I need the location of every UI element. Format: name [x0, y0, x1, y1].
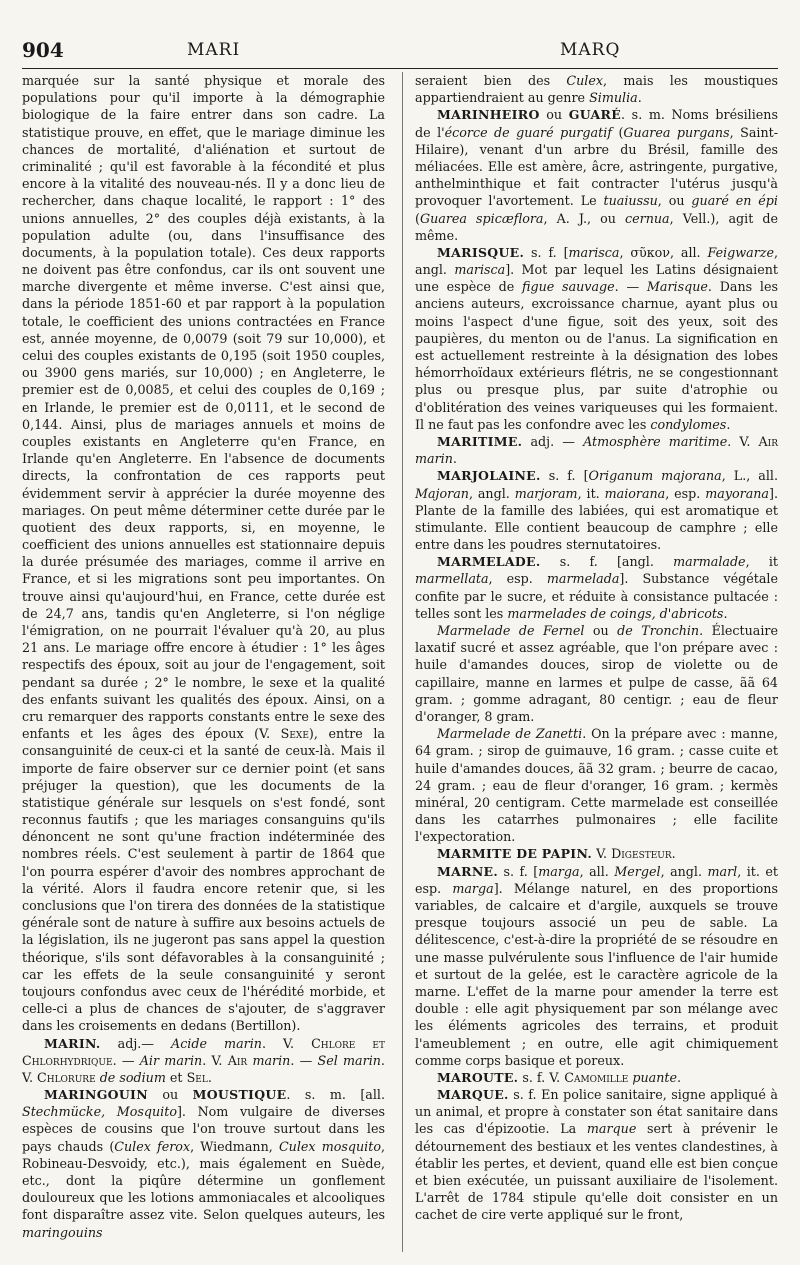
left-running-head: MARI [187, 40, 241, 60]
entry-marinheiro: MARINHEIRO ou GUARÉ. s. m. Noms brésiliens de l'écorce de guaré purgatif (Guarea purgans, Saint-Hilaire), venant d'un arbre du Brésil, famille des méliacées. Elle est amère, âcre, astringente, purgative, anthelminthique et fait contracter l'utérus jusqu'à provoquer l'avortement. Le tuaiussu, ou guaré en épi (Guarea spicæflora, A. J., ou cernua, Vell.), agit de même. [415, 107, 779, 243]
headword-marjolaine: MARJOLAINE. [437, 468, 541, 484]
right-running-head: MARQ [560, 40, 621, 60]
maringouin-continuation: seraient bien des Culex, mais les moustiques appartiendraient au genre Simulia. [415, 73, 778, 106]
entry-maritime: MARITIME. adj. — Atmosphère maritime. V. Air marin. [415, 433, 778, 467]
headword-marne: MARNE. [437, 863, 499, 879]
entry-marmite-de-papin: MARMITE DE PAPIN. V. Digesteur. [437, 846, 676, 862]
headword-marisque: MARISQUE. [437, 244, 525, 260]
entry-marne: MARNE. s. f. [marga, all. Mergel, angl. marl, it. et esp. marga]. Mélange naturel, en des proportions variables, de calcaire et d'argile, auxquels se trouve presque toujours associé un peu de sable. La délitescence, c'est-à-dire la propriété de se résoudre en une masse pulvérulente sous l'influence de l'air humide et surtout de la gelée, est le caractère agricole de la marne. L'effet de la marne pour amender la terre est double : elle agit physiquement par son mélange avec les éléments agricoles des terrains, et produit l'ameublement ; en outre, elle agit chimiquement comme corps basique et poreux. [415, 863, 778, 1068]
entry-marque: MARQUE. s. f. En police sanitaire, signe appliqué à un animal, et propre à constater son état sanitaire dans les cas d'épizootie. La marque sert à prévenir le détournement des bestiaux et les ventes clandestines, à établir les pertes, et devient, quand elle est bien conçue et bien exécutée, un puissant auxiliaire de l'isolement. L'arrêt de 1784 stipule qu'elle doit consister en un cachet de cire verte appliqué sur le front, [415, 1087, 778, 1223]
headword-guare: GUARÉ [568, 107, 622, 123]
headword-moustique: MOUSTIQUE [192, 1087, 287, 1103]
page-number: 904 [22, 38, 64, 62]
left-column [22, 72, 385, 1241]
headword-marque: MARQUE. [437, 1087, 509, 1103]
headword-maringouin: MARINGOUIN [44, 1087, 148, 1103]
subentry-marmelade-fernel: Marmelade de Fernel ou de Tronchin. Électuaire laxatif sucré et assez agréable, que l'on prépare avec : huile d'amandes douces, sirop de violette ou de capillaire, manne en larmes et pulpe de casse, ãã 64 gram. ; gomme adragant, 80 centigr. ; eau de fleur d'oranger, 8 gram. [415, 623, 779, 724]
entry-marin: MARIN. adj.— Acide marin. V. Chlore et Chlorhydrique. — Air marin. V. Air marin. — Sel marin. V. Chlorure de sodium et Sel. [22, 1035, 385, 1085]
right-column [415, 72, 778, 1224]
headword-marinheiro: MARINHEIRO [437, 107, 540, 123]
entry-marisque: MARISQUE. s. f. [marisca, σῦκον, all. Feigwarze, angl. marisca]. Mot par lequel les Latins désignaient une espèce de figue sauvage. — Marisque. Dans les anciens auteurs, excroissance charnue, ayant plus ou moins l'aspect d'une figue, soit des yeux, soit des paupières, du menton ou de l'anus. La signification en est actuellement restreinte à la désignation des lobes hémorrhoïdaux extérieurs flétris, ne se congestionnant plus ou presque plus, par suite d'atrophie ou d'oblitération des veines variqueuses qui les formaient. Il ne faut pas les confondre avec les condylomes. [415, 244, 779, 432]
headword-maritime: MARITIME. [437, 433, 523, 449]
entry-maroute: MAROUTE. s. f. V. Camomille puante. [437, 1069, 682, 1085]
entry-marmelade: MARMELADE. s. f. [angl. marmalade, it marmellata, esp. marmelada]. Substance végétale confite par le sucre, et réduite à consistance pultacée : telles sont les marmelades de coings, d'abricots. [415, 554, 778, 621]
mariage-continuation: marquée sur la santé physique et morale des populations pour qu'il importe à la démographie biologique de la faire entrer dans son cadre. La statistique prouve, en effet, que le mariage diminue les chances de mortalité, d'aliénation et surtout de criminalité ; qu'il est favorable à la fécondité et plus encore à la vitalité des nouveau-nés. Il y a donc lieu de rechercher, dans chaque localité, le rapport : 1° des unions annuelles, 2° des couples déjà existants, à la population adulte (ou, dans l'insuffisance des documents, à la population totale). Ces deux rapports ne doivent pas être confondus, car ils ont souvent une marche divergente et même inverse. C'est ainsi que, dans la période 1851-60 et par rapport à la population totale, le coefficient des unions contractées en France est, année moyenne, de 0,0079 (soit 79 sur 10,000), et celui des couples existants de 0,195 (soit 1950 couples, ou 3900 gens mariés, sur 10,000) ; en Angleterre, le premier est de 0,0085, et celui des couples de 0,169 ; en Irlande, le premier est de 0,0111, et le second de 0,144. Ainsi, plus de mariages annuels et moins de couples existants en Angleterre qu'en France, en Irlande qu'en Angleterre. En l'absence de documents directs, la confrontation de ces rapports peut évidemment servir à apprécier la durée moyenne des mariages. On peut même déterminer cette durée par le quotient des deux rapports, si, en moyenne, le coefficient des unions annuelles est stationnaire depuis la durée présumée des mariages, comme il arrive en France, et si les migrations sont peu importantes. On trouve ainsi qu'aujourd'hui, en France, cette durée est de 24,7 ans, tandis qu'en Angleterre, si l'on néglige l'émigration, on ne pourrait l'évaluer qu'à 20, au plus 21 ans. Le mariage offre encore à étudier : 1° les âges respectifs des époux, soit au jour de l'engagement, soit pendant sa durée ; 2° le nombre, le sexe et la qualité des enfants suivant les qualités des époux. Ainsi, on a cru remarquer des rapports constants entre le sexe des enfants et les âges des époux (V. Sexe), entre la consanguinité de ceux-ci et la santé de ceux-là. Mais il importe de faire observer sur ce dernier point (et sans préjuger la question), que les documents de la statistique générale sur lesquels on s'est fondé, sont reconnus fautifs ; que les mariages consanguins qu'ils dénoncent ne sont qu'une fraction indéterminée des nombres réels. C'est seulement à partir de 1864 que l'on pourra espérer d'avoir des nombres approchant de la vérité. Alors il faudra encore retenir que, si les conclusions que l'on tirera des données de la statistique générale sont de nature à suffire aux besoins actuels de la législation, ils ne jugeront pas sans appel la question théorique, s'ils sont défavorables à la consanguinité ; car les effets de la seule consanguinité y seront toujours confondus avec ceux de l'hérédité morbide, et celle-ci a plus de chances de s'ajouter, de s'aggraver dans les croisements en dedans (Bertillon). [22, 73, 385, 1034]
headword-marmite: MARMITE DE PAPIN. [437, 846, 593, 862]
header-rule [22, 68, 778, 69]
entry-marjolaine: MARJOLAINE. s. f. [Origanum majorana, L., all. Majoran, angl. marjoram, it. maiorana, esp. mayorana]. Plante de la famille des labiées, qui est aromatique et stimulante. Elle contient beaucoup de camphre ; elle entre dans les poudres sternutatoires. [415, 468, 779, 553]
headword-marin: MARIN. [44, 1035, 101, 1051]
running-header [22, 38, 778, 64]
column-divider [402, 72, 403, 1252]
entry-maringouin: MARINGOUIN ou MOUSTIQUE. s. m. [all. Stechmücke, Mosquito]. Nom vulgaire de diverses espèces de cousins que l'on trouve surtout dans les pays chauds (Culex ferox, Wiedmann, Culex mosquito, Robineau-Desvoidy, etc.), mais également en Suède, etc., dont la piqûre détermine un gonflement douloureux que les lotions ammoniacales et alcooliques font disparaître assez vite. Selon quelques auteurs, les maringouins [22, 1087, 386, 1240]
headword-marmelade: MARMELADE. [437, 554, 541, 570]
headword-maroute: MAROUTE. [437, 1069, 519, 1085]
subentry-marmelade-zanetti: Marmelade de Zanetti. On la prépare avec : manne, 64 gram. ; sirop de guimauve, 16 gram. ; casse cuite et huile d'amandes douces, ãã 32 gram. ; beurre de cacao, 24 gram. ; eau de fleur d'oranger, 16 gram. ; kermès minéral, 20 centigram. Cette marmelade est conseillée dans les catarrhes pulmonaires ; elle facilite l'expectoration. [415, 726, 778, 845]
